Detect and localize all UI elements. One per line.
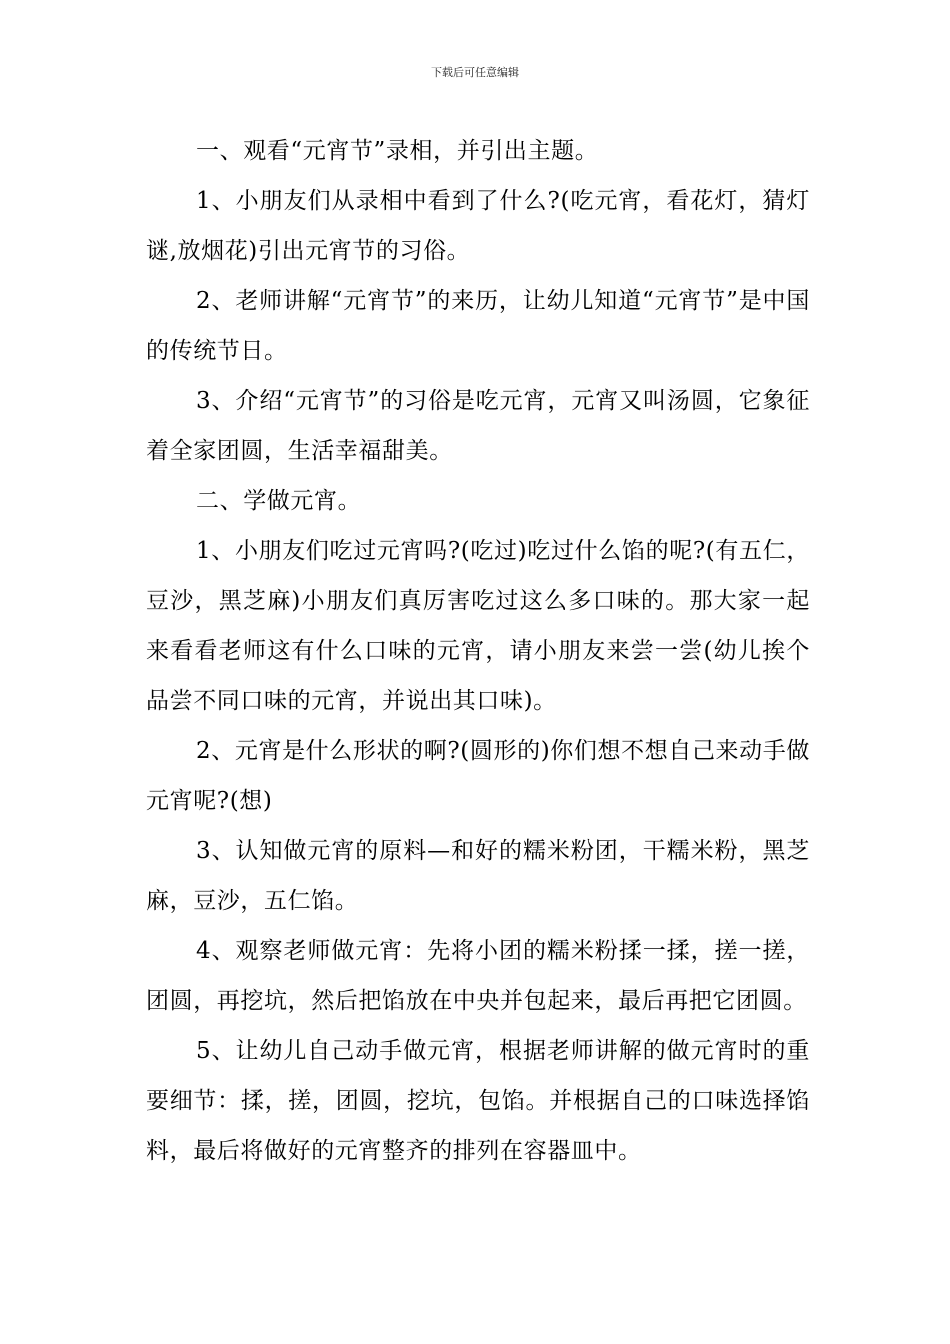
- paragraph-item: 2、元宵是什么形状的啊?(圆形的)你们想不想自己来动手做元宵呢?(想): [146, 738, 810, 814]
- paragraph-item: 3、认知做元宵的原料—和好的糯米粉团，干糯米粉，黑芝麻，豆沙，五仁馅。: [146, 838, 810, 914]
- paragraph-item: 2、老师讲解“元宵节”的来历，让幼儿知道“元宵节”是中国的传统节日。: [146, 288, 810, 364]
- document-body: [146, 126, 810, 1176]
- heading-watch-video: 一、观看“元宵节”录相，并引出主题。: [196, 138, 599, 164]
- heading-make-yuanxiao: 二、学做元宵。: [196, 488, 362, 514]
- paragraph-item: 1、小朋友们吃过元宵吗?(吃过)吃过什么馅的呢?(有五仁，豆沙，黑芝麻)小朋友们真厉害吃过这么多口味的。那大家一起来看看老师这有什么口味的元宵，请小朋友来尝一尝(幼儿挨个品尝不同口味的元宵，并说出其口味)。: [146, 538, 810, 714]
- paragraph-item: 3、介绍“元宵节”的习俗是吃元宵，元宵又叫汤圆，它象征着全家团圆，生活幸福甜美。: [146, 388, 810, 464]
- paragraph-item: 1、小朋友们从录相中看到了什么?(吃元宵，看花灯，猜灯谜,放烟花)引出元宵节的习俗。: [146, 188, 810, 264]
- page-header: 下载后可任意编辑: [431, 66, 519, 79]
- paragraph-item: 5、让幼儿自己动手做元宵，根据老师讲解的做元宵时的重要细节：揉，搓，团圆，挖坑，包馅。并根据自己的口味选择馅料，最后将做好的元宵整齐的排列在容器皿中。: [146, 1038, 810, 1164]
- paragraph-item: 4、观察老师做元宵：先将小团的糯米粉揉一揉，搓一搓，团圆，再挖坑，然后把馅放在中央并包起来，最后再把它团圆。: [146, 938, 810, 1014]
